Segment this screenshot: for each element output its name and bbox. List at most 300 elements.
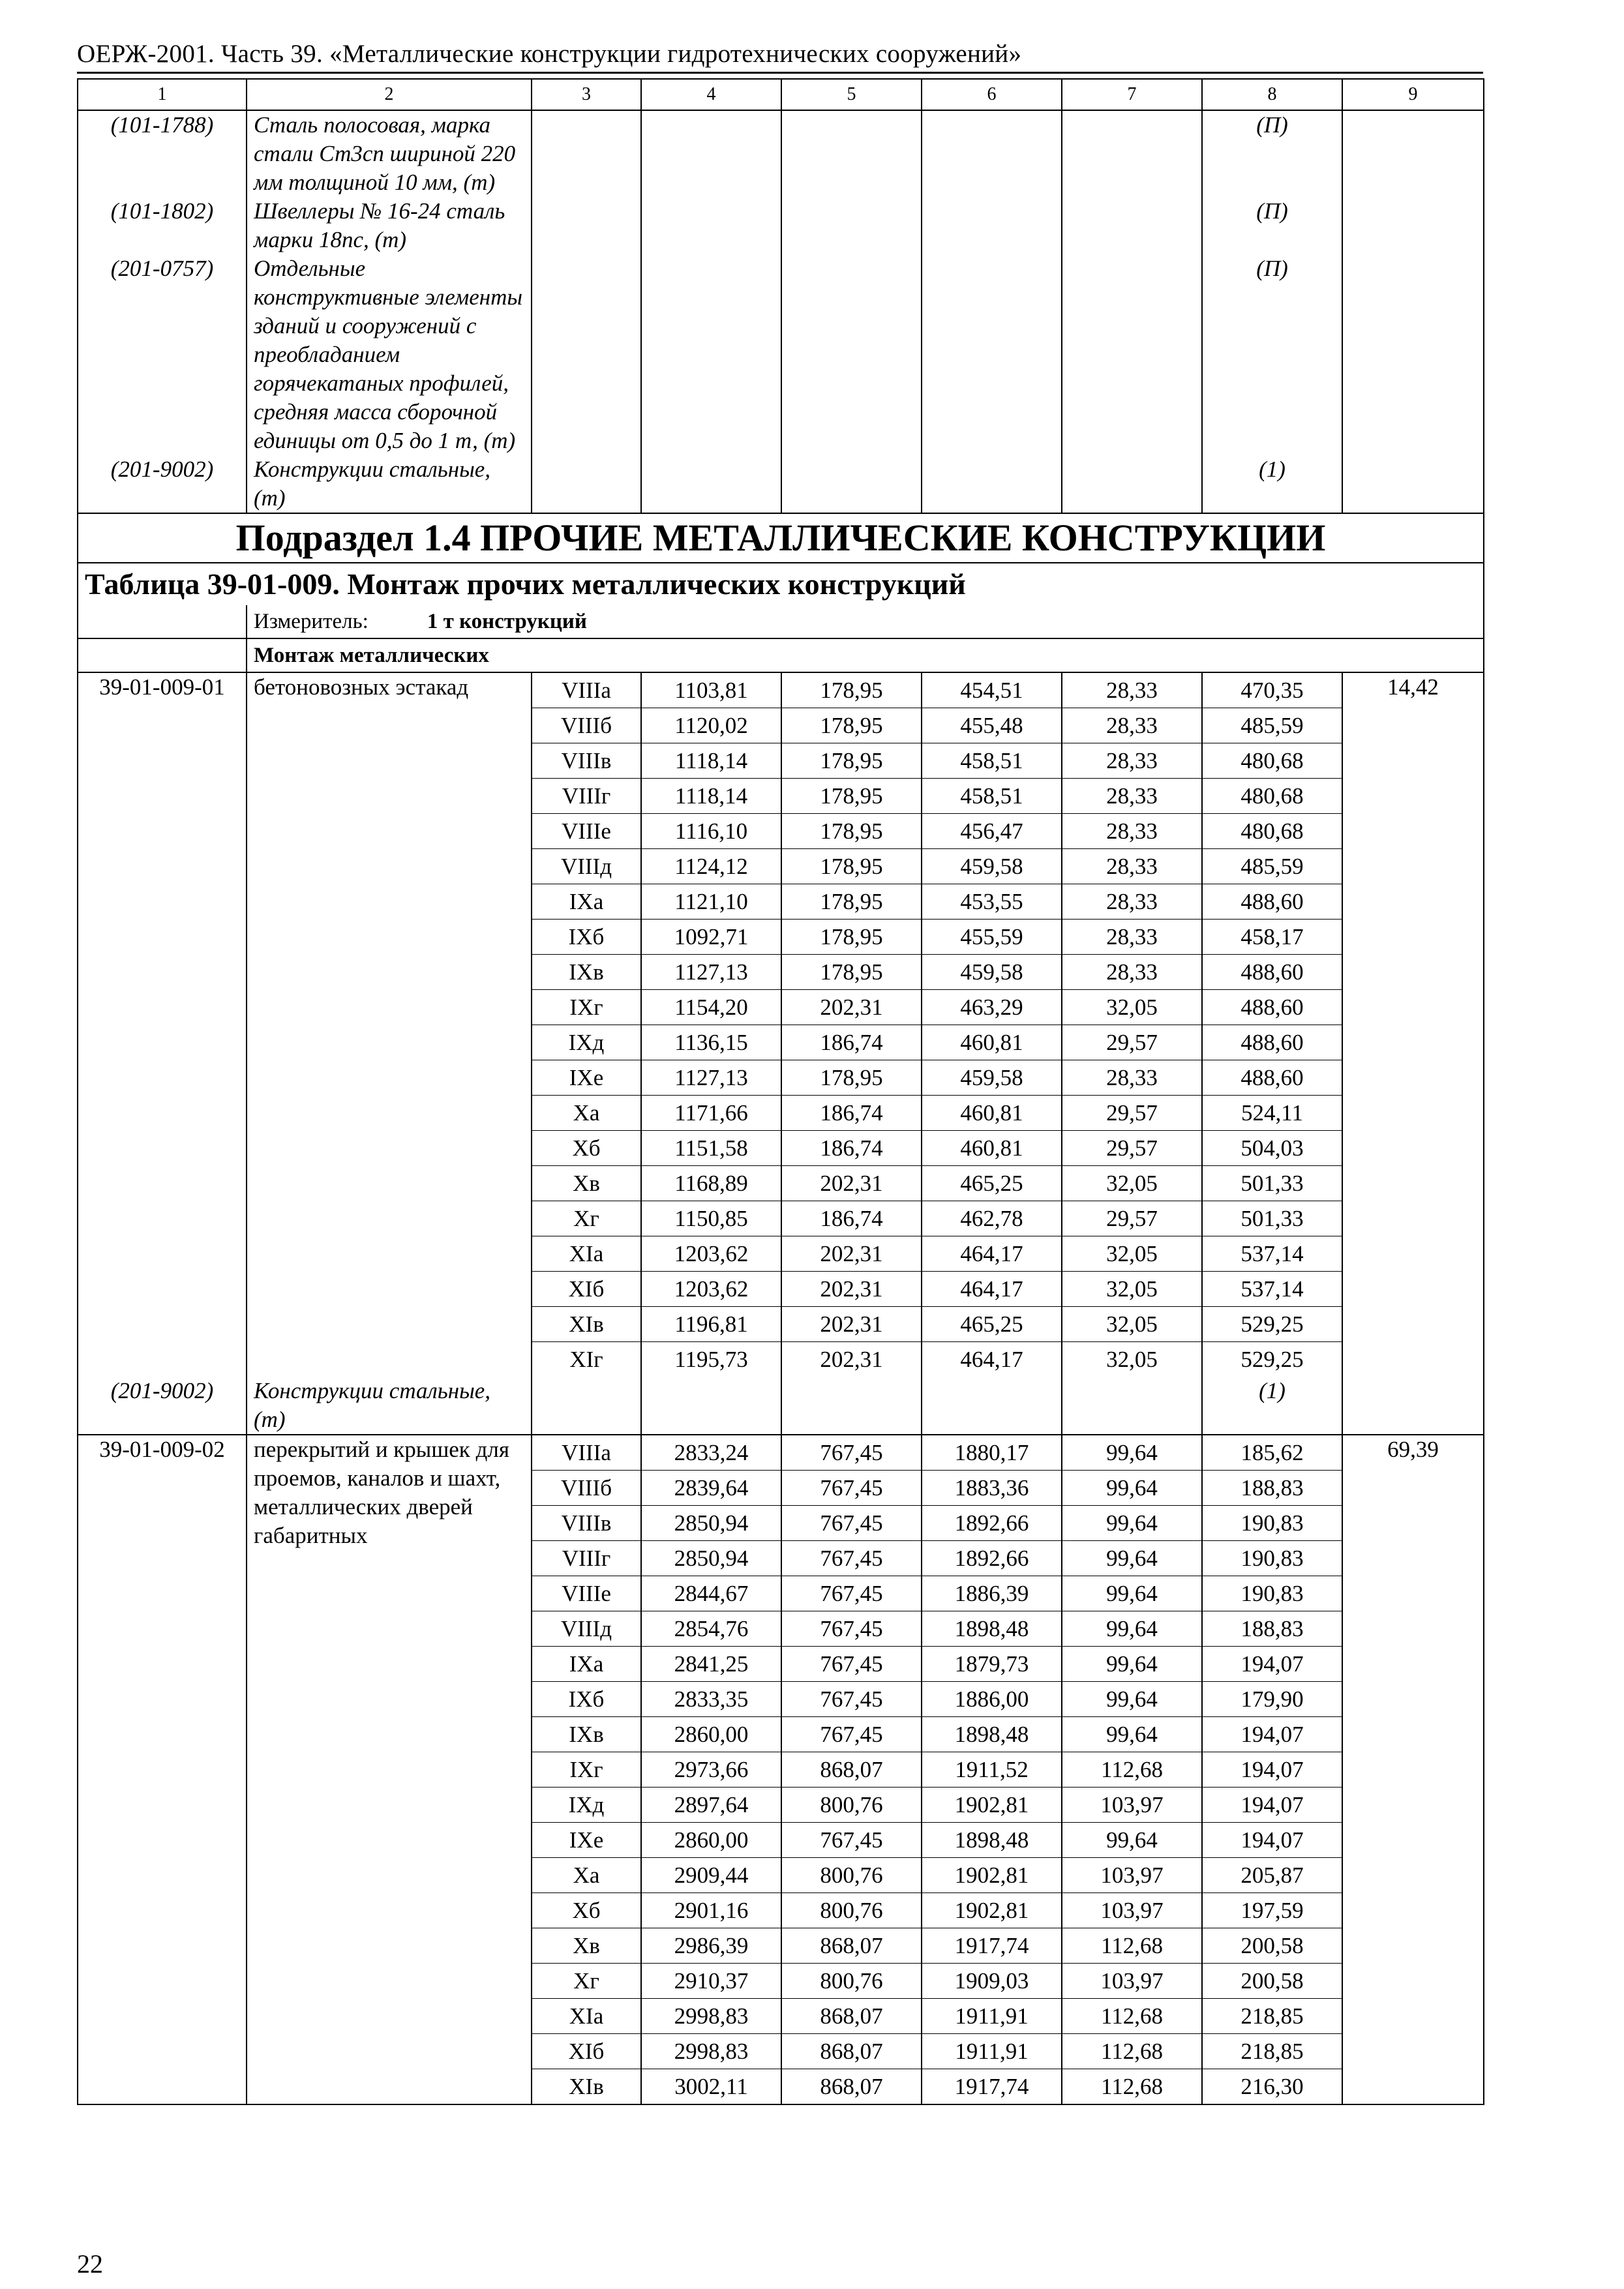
resource-unit: (П) xyxy=(1202,254,1342,455)
table-cell: 2850,94 xyxy=(642,1541,781,1576)
table-cell: 29,57 xyxy=(1062,1096,1201,1131)
column-4-values xyxy=(641,672,781,1377)
subsection-title: Подраздел 1.4 ПРОЧИЕ МЕТАЛЛИЧЕСКИЕ КОНСТРУКЦИИ xyxy=(78,513,1484,563)
table-cell: 99,64 xyxy=(1062,1682,1201,1717)
table-cell: 2839,64 xyxy=(642,1471,781,1506)
table-cell: 1154,20 xyxy=(642,990,781,1025)
resource-code: (101-1802) xyxy=(78,197,247,254)
table-cell: 32,05 xyxy=(1062,1307,1201,1342)
column-number: 4 xyxy=(641,79,781,110)
table-cell: 28,33 xyxy=(1062,849,1201,884)
resource-row xyxy=(78,1377,1484,1435)
table-cell: Xг xyxy=(532,1201,640,1236)
table-cell: 202,31 xyxy=(782,1236,921,1272)
resource-name: Конструкции стальные, (т) xyxy=(247,1377,532,1435)
table-cell: XIв xyxy=(569,2074,604,2099)
table-cell: 178,95 xyxy=(782,673,921,708)
table-cell: 202,31 xyxy=(782,1166,921,1201)
table-cell: 1171,66 xyxy=(642,1096,781,1131)
measure-unit: 1 т конструкций xyxy=(427,610,587,633)
table-cell: 28,33 xyxy=(1062,1060,1201,1096)
empty-cell xyxy=(1342,197,1484,254)
column-4-values xyxy=(641,1435,781,2104)
table-cell: 99,64 xyxy=(1062,1576,1201,1611)
table-cell: VIIIа xyxy=(532,673,640,708)
table-cell: 103,97 xyxy=(1062,1893,1201,1928)
table-cell: 1195,73 xyxy=(674,1347,748,1372)
item-name: бетоновозных эстакад xyxy=(247,672,532,1377)
table-cell: IXа xyxy=(532,884,640,920)
table-cell: 178,95 xyxy=(782,779,921,814)
resource-unit: (П) xyxy=(1202,110,1342,197)
table-cell: 1196,81 xyxy=(642,1307,781,1342)
table-cell: 488,60 xyxy=(1203,884,1342,920)
table-cell: 194,07 xyxy=(1203,1717,1342,1752)
resource-code: (201-9002) xyxy=(78,455,247,513)
table-cell: IXг xyxy=(532,990,640,1025)
table-cell: 458,17 xyxy=(1203,920,1342,955)
table-cell: 32,05 xyxy=(1062,1166,1201,1201)
table-cell: 1909,03 xyxy=(922,1964,1061,1999)
table-cell: 868,07 xyxy=(782,1752,921,1788)
table-cell: 32,05 xyxy=(1062,1272,1201,1307)
table-cell: 1892,66 xyxy=(922,1541,1061,1576)
table-cell: 460,81 xyxy=(922,1096,1061,1131)
table-cell: 488,60 xyxy=(1203,1025,1342,1060)
table-cell: 202,31 xyxy=(820,1347,883,1372)
table-cell: 200,58 xyxy=(1203,1964,1342,1999)
item-row xyxy=(78,1435,1484,2104)
table-cell: 1898,48 xyxy=(922,1823,1061,1858)
resource-row xyxy=(78,455,1484,513)
table-cell: 488,60 xyxy=(1203,955,1342,990)
table-cell: 868,07 xyxy=(782,1999,921,2034)
empty-cell xyxy=(1062,254,1202,455)
table-cell: 1127,13 xyxy=(642,1060,781,1096)
table-cell: 537,14 xyxy=(1203,1272,1342,1307)
table-cell: 868,07 xyxy=(782,2034,921,2069)
resource-unit: (П) xyxy=(1202,197,1342,254)
table-cell: IXг xyxy=(532,1752,640,1788)
column-number: 1 xyxy=(78,79,247,110)
table-cell: 103,97 xyxy=(1062,1964,1201,1999)
table-title-row xyxy=(78,563,1484,605)
item-code: 39-01-009-02 xyxy=(78,1435,247,2104)
column-number: 2 xyxy=(247,79,532,110)
table-cell: 190,83 xyxy=(1203,1576,1342,1611)
table-cell: 99,64 xyxy=(1062,1611,1201,1647)
empty-cell xyxy=(922,455,1062,513)
table-cell: 2910,37 xyxy=(642,1964,781,1999)
table-cell: VIIIв xyxy=(532,743,640,779)
column-8-values xyxy=(1202,672,1342,1377)
table-cell: 186,74 xyxy=(782,1096,921,1131)
empty-cell xyxy=(78,638,247,672)
table-cell: VIIIа xyxy=(532,1435,640,1471)
column-3-values xyxy=(532,672,641,1377)
table-cell: 179,90 xyxy=(1203,1682,1342,1717)
table-cell: 1911,91 xyxy=(922,2034,1061,2069)
table-cell: VIIIд xyxy=(532,1611,640,1647)
table-cell: 178,95 xyxy=(782,884,921,920)
table-cell: 202,31 xyxy=(782,1272,921,1307)
table-cell: IXд xyxy=(532,1025,640,1060)
table-cell: 1120,02 xyxy=(642,708,781,743)
table-cell: 1116,10 xyxy=(642,814,781,849)
measure-row xyxy=(78,605,1484,638)
table-cell: Xа xyxy=(532,1858,640,1893)
table-cell: 868,07 xyxy=(782,1928,921,1964)
column-number: 9 xyxy=(1342,79,1484,110)
resource-name: Конструкции стальные, (т) xyxy=(247,455,532,513)
empty-cell xyxy=(922,197,1062,254)
table-cell: 1911,91 xyxy=(922,1999,1061,2034)
table-cell: 99,64 xyxy=(1062,1506,1201,1541)
subsection-row xyxy=(78,513,1484,563)
table-cell: 767,45 xyxy=(782,1717,921,1752)
empty-cell xyxy=(781,1377,922,1435)
table-cell: 178,95 xyxy=(782,743,921,779)
table-cell: IXе xyxy=(532,1823,640,1858)
column-7-values xyxy=(1062,1435,1202,2104)
table-cell: 103,97 xyxy=(1062,1858,1201,1893)
table-cell: 1136,15 xyxy=(642,1025,781,1060)
table-cell: 460,81 xyxy=(922,1131,1061,1166)
table-cell: 2986,39 xyxy=(642,1928,781,1964)
table-cell: 767,45 xyxy=(782,1471,921,1506)
table-cell: Xв xyxy=(532,1928,640,1964)
item-row xyxy=(78,672,1484,1377)
empty-cell xyxy=(922,1377,1062,1435)
table-cell: 1902,81 xyxy=(922,1893,1061,1928)
table-cell: 1902,81 xyxy=(922,1788,1061,1823)
table-cell: 186,74 xyxy=(782,1131,921,1166)
resource-row xyxy=(78,254,1484,455)
resource-code: (201-0757) xyxy=(78,254,247,455)
resource-unit: (1) xyxy=(1202,455,1342,513)
table-cell: 2833,35 xyxy=(642,1682,781,1717)
column-5-values xyxy=(781,672,922,1377)
column-number: 8 xyxy=(1202,79,1342,110)
table-cell: XIа xyxy=(532,1999,640,2034)
table-cell: 1886,39 xyxy=(922,1576,1061,1611)
table-cell: 1917,74 xyxy=(954,2074,1029,2099)
table-cell: 1892,66 xyxy=(922,1506,1061,1541)
table-cell: VIIIе xyxy=(532,814,640,849)
table-cell: 464,17 xyxy=(922,1272,1061,1307)
page-header-title: ОЕРЖ-2001. Часть 39. «Металлические конструкции гидротехнических сооружений» xyxy=(77,40,1022,68)
table-cell: 1203,62 xyxy=(642,1236,781,1272)
resource-name: Сталь полосовая, марка стали Ст3сп шириной 220 мм толщиной 10 мм, (т) xyxy=(247,110,532,197)
table-cell: 99,64 xyxy=(1062,1471,1201,1506)
table-cell: 112,68 xyxy=(1062,2034,1201,2069)
table-cell: 190,83 xyxy=(1203,1541,1342,1576)
table-cell: 459,58 xyxy=(922,955,1061,990)
table-cell: 216,30 xyxy=(1241,2074,1304,2099)
table-cell: 1150,85 xyxy=(642,1201,781,1236)
rates-table xyxy=(77,78,1484,2105)
table-cell: 29,57 xyxy=(1062,1201,1201,1236)
table-cell: 99,64 xyxy=(1062,1647,1201,1682)
table-cell: 103,97 xyxy=(1062,1788,1201,1823)
table-cell: 218,85 xyxy=(1203,2034,1342,2069)
table-cell: 459,58 xyxy=(922,849,1061,884)
table-cell: XIб xyxy=(532,1272,640,1307)
table-cell: 455,59 xyxy=(922,920,1061,955)
table-cell: 470,35 xyxy=(1203,673,1342,708)
table-cell: Xб xyxy=(532,1131,640,1166)
empty-cell xyxy=(532,455,641,513)
table-cell: 1911,52 xyxy=(922,1752,1061,1788)
table-cell: 112,68 xyxy=(1062,1928,1201,1964)
empty-cell xyxy=(641,110,781,197)
table-cell: 1880,17 xyxy=(922,1435,1061,1471)
table-cell: 767,45 xyxy=(782,1576,921,1611)
table-cell: 2998,83 xyxy=(642,2034,781,2069)
measure-label: Измеритель: xyxy=(254,610,368,633)
table-cell: 1124,12 xyxy=(642,849,781,884)
table-cell: 458,51 xyxy=(922,779,1061,814)
table-cell: 2860,00 xyxy=(642,1823,781,1858)
table-cell: 800,76 xyxy=(782,1788,921,1823)
table-cell: 1092,71 xyxy=(642,920,781,955)
table-cell: 188,83 xyxy=(1203,1611,1342,1647)
table-cell: 767,45 xyxy=(782,1611,921,1647)
empty-cell xyxy=(781,254,922,455)
table-cell: 767,45 xyxy=(782,1506,921,1541)
measure-cell xyxy=(247,605,1484,638)
table-cell: XIб xyxy=(532,2034,640,2069)
table-cell: 2973,66 xyxy=(642,1752,781,1788)
table-cell: 1203,62 xyxy=(642,1272,781,1307)
table-cell: 2844,67 xyxy=(642,1576,781,1611)
empty-cell xyxy=(1342,455,1484,513)
table-cell: 485,59 xyxy=(1203,849,1342,884)
table-cell: 194,07 xyxy=(1203,1647,1342,1682)
table-cell: 767,45 xyxy=(782,1682,921,1717)
column-number: 6 xyxy=(922,79,1062,110)
empty-cell xyxy=(922,110,1062,197)
table-cell: 178,95 xyxy=(782,849,921,884)
empty-cell xyxy=(532,110,641,197)
table-cell: 463,29 xyxy=(922,990,1061,1025)
table-cell: VIIIб xyxy=(532,708,640,743)
header-rule xyxy=(77,72,1483,74)
table-cell: 465,25 xyxy=(922,1307,1061,1342)
column-6-values xyxy=(922,1435,1062,2104)
table-cell: 800,76 xyxy=(782,1858,921,1893)
table-cell: 2854,76 xyxy=(642,1611,781,1647)
table-cell: 178,95 xyxy=(782,814,921,849)
table-cell: 2909,44 xyxy=(642,1858,781,1893)
empty-cell xyxy=(1342,1377,1484,1435)
table-cell: 2860,00 xyxy=(642,1717,781,1752)
table-cell: 464,17 xyxy=(960,1347,1023,1372)
table-cell: 29,57 xyxy=(1062,1025,1201,1060)
table-cell: 194,07 xyxy=(1203,1788,1342,1823)
resource-code: (201-9002) xyxy=(78,1377,247,1435)
table-cell: 2901,16 xyxy=(642,1893,781,1928)
empty-cell xyxy=(641,254,781,455)
table-cell: 465,25 xyxy=(922,1166,1061,1201)
table-cell: 1879,73 xyxy=(922,1647,1061,1682)
table-cell: 1917,74 xyxy=(922,1928,1061,1964)
table-cell: XIа xyxy=(532,1236,640,1272)
table-cell: XIг xyxy=(569,1347,603,1372)
table-cell: 2998,83 xyxy=(642,1999,781,2034)
table-cell: 28,33 xyxy=(1062,743,1201,779)
table-cell: 868,07 xyxy=(820,2074,883,2099)
table-cell: 112,68 xyxy=(1062,1752,1201,1788)
table-cell: 480,68 xyxy=(1203,814,1342,849)
column-6-values xyxy=(922,672,1062,1377)
empty-cell xyxy=(641,455,781,513)
table-cell: 454,51 xyxy=(922,673,1061,708)
empty-cell xyxy=(532,254,641,455)
item-code: 39-01-009-01 xyxy=(78,672,247,1377)
column-number-row xyxy=(78,79,1484,110)
table-cell: 178,95 xyxy=(782,708,921,743)
table-cell: 99,64 xyxy=(1062,1435,1201,1471)
table-cell: Xа xyxy=(532,1096,640,1131)
table-cell: 32,05 xyxy=(1062,1236,1201,1272)
table-title: Таблица 39-01-009. Монтаж прочих металлических конструкций xyxy=(78,563,1484,605)
column-3-values xyxy=(532,1435,641,2104)
empty-cell xyxy=(1062,455,1202,513)
table-cell: IXа xyxy=(532,1647,640,1682)
table-cell: 1898,48 xyxy=(922,1717,1061,1752)
empty-cell xyxy=(781,455,922,513)
table-cell: 28,33 xyxy=(1062,708,1201,743)
table-cell: Xг xyxy=(532,1964,640,1999)
table-cell: IXв xyxy=(532,955,640,990)
column-number: 3 xyxy=(532,79,641,110)
empty-cell xyxy=(1062,110,1202,197)
table-cell: IXб xyxy=(532,920,640,955)
resource-name: Швеллеры № 16-24 сталь марки 18пс, (т) xyxy=(247,197,532,254)
table-cell: 501,33 xyxy=(1203,1201,1342,1236)
table-cell: 480,68 xyxy=(1203,779,1342,814)
empty-cell xyxy=(78,605,247,638)
table-cell: 1883,36 xyxy=(922,1471,1061,1506)
table-cell: 186,74 xyxy=(782,1025,921,1060)
table-cell: 112,68 xyxy=(1062,1999,1201,2034)
empty-cell xyxy=(532,1377,641,1435)
table-cell: 464,17 xyxy=(922,1236,1061,1272)
table-cell: 112,68 xyxy=(1101,2074,1163,2099)
table-cell: 524,11 xyxy=(1203,1096,1342,1131)
table-cell: 767,45 xyxy=(782,1647,921,1682)
table-cell: 190,83 xyxy=(1203,1506,1342,1541)
table-cell: VIIIг xyxy=(532,779,640,814)
table-cell: Xв xyxy=(532,1166,640,1201)
column-7-values xyxy=(1062,672,1202,1377)
empty-cell xyxy=(641,197,781,254)
table-cell: 99,64 xyxy=(1062,1823,1201,1858)
empty-cell xyxy=(532,197,641,254)
table-cell: 185,62 xyxy=(1203,1435,1342,1471)
table-cell: 178,95 xyxy=(782,955,921,990)
table-cell: 529,25 xyxy=(1241,1347,1304,1372)
table-cell: 2850,94 xyxy=(642,1506,781,1541)
table-cell: 178,95 xyxy=(782,920,921,955)
table-cell: 28,33 xyxy=(1062,920,1201,955)
table-cell: 178,95 xyxy=(782,1060,921,1096)
table-cell: 1886,00 xyxy=(922,1682,1061,1717)
table-cell: 2841,25 xyxy=(642,1647,781,1682)
empty-cell xyxy=(1342,254,1484,455)
table-cell: 1118,14 xyxy=(642,743,781,779)
table-cell: 29,57 xyxy=(1062,1131,1201,1166)
table-cell: 205,87 xyxy=(1203,1858,1342,1893)
table-cell: 200,58 xyxy=(1203,1928,1342,1964)
item-col9: 14,42 xyxy=(1342,672,1484,1377)
page-number: 22 xyxy=(77,2249,103,2279)
table-cell: 194,07 xyxy=(1203,1823,1342,1858)
table-cell: 188,83 xyxy=(1203,1471,1342,1506)
table-cell: 202,31 xyxy=(782,990,921,1025)
resource-code: (101-1788) xyxy=(78,110,247,197)
empty-cell xyxy=(1062,1377,1202,1435)
table-cell: 480,68 xyxy=(1203,743,1342,779)
table-cell: 462,78 xyxy=(922,1201,1061,1236)
table-cell: 218,85 xyxy=(1203,1999,1342,2034)
table-cell: 529,25 xyxy=(1203,1307,1342,1342)
empty-cell xyxy=(781,197,922,254)
resource-row xyxy=(78,110,1484,197)
table-cell: 186,74 xyxy=(782,1201,921,1236)
resource-unit: (1) xyxy=(1202,1377,1342,1435)
table-cell: 99,64 xyxy=(1062,1717,1201,1752)
table-cell: 1121,10 xyxy=(642,884,781,920)
table-cell: 460,81 xyxy=(922,1025,1061,1060)
group-heading: Монтаж металлических xyxy=(247,638,1484,672)
table-cell: 488,60 xyxy=(1203,1060,1342,1096)
empty-cell xyxy=(1062,197,1202,254)
table-cell: 537,14 xyxy=(1203,1236,1342,1272)
table-cell: 1151,58 xyxy=(642,1131,781,1166)
table-cell: 459,58 xyxy=(922,1060,1061,1096)
group-heading-row xyxy=(78,638,1484,672)
table-cell: 767,45 xyxy=(782,1435,921,1471)
table-cell: 453,55 xyxy=(922,884,1061,920)
table-cell: 202,31 xyxy=(782,1307,921,1342)
table-cell: 504,03 xyxy=(1203,1131,1342,1166)
table-cell: 501,33 xyxy=(1203,1166,1342,1201)
resource-row xyxy=(78,197,1484,254)
column-number: 5 xyxy=(781,79,922,110)
table-cell: 1902,81 xyxy=(922,1858,1061,1893)
table-cell: 28,33 xyxy=(1062,814,1201,849)
table-cell: 28,33 xyxy=(1062,779,1201,814)
item-name: перекрытий и крышек для проемов, каналов и шахт, металлических дверей габаритных xyxy=(247,1435,532,2104)
resource-name: Отдельные конструктивные элементы зданий и сооружений с преобладанием горячекатаных профилей, средняя масса сборочной единицы от 0,5 до 1 т, (т) xyxy=(247,254,532,455)
table-cell: 32,05 xyxy=(1106,1347,1158,1372)
table-cell: 197,59 xyxy=(1203,1893,1342,1928)
table-cell: 1898,48 xyxy=(922,1611,1061,1647)
table-cell: VIIIб xyxy=(532,1471,640,1506)
item-col9: 69,39 xyxy=(1342,1435,1484,2104)
table-cell: IXд xyxy=(532,1788,640,1823)
column-8-values xyxy=(1202,1435,1342,2104)
table-cell: 455,48 xyxy=(922,708,1061,743)
table-cell: 485,59 xyxy=(1203,708,1342,743)
table-cell: 800,76 xyxy=(782,1964,921,1999)
table-cell: 194,07 xyxy=(1203,1752,1342,1788)
table-cell: XIв xyxy=(532,1307,640,1342)
table-cell: VIIIе xyxy=(532,1576,640,1611)
table-cell: VIIIг xyxy=(532,1541,640,1576)
